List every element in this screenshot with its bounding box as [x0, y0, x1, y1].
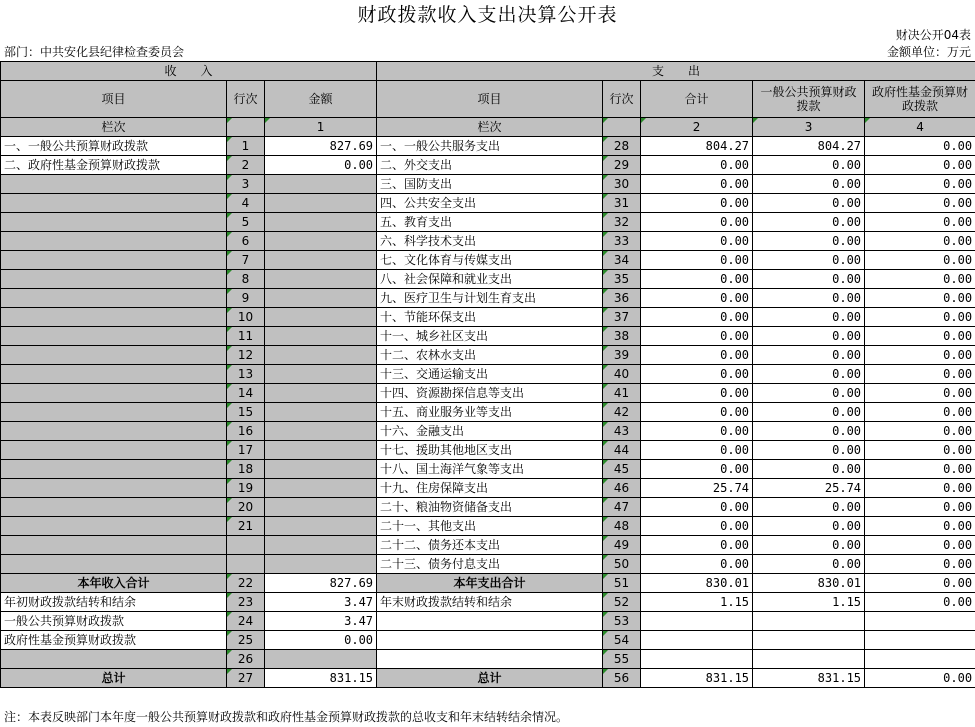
income-amount-cell — [265, 460, 377, 479]
expense-item-cell: 十八、国土海洋气象等支出 — [377, 460, 603, 479]
expense-general-budget-cell: 0.00 — [753, 308, 865, 327]
income-line-no-cell — [227, 536, 265, 555]
income-amount-cell — [265, 251, 377, 270]
table-row — [1, 574, 975, 593]
table-row — [1, 270, 975, 289]
income-line-no-cell: 14 — [227, 384, 265, 403]
table-row — [1, 650, 975, 669]
income-item-cell — [1, 403, 227, 422]
income-item-cell — [1, 308, 227, 327]
expense-general-budget-cell — [753, 631, 865, 650]
expense-total-cell: 0.00 — [641, 251, 753, 270]
expense-line-no-cell: 31 — [603, 194, 641, 213]
expense-gov-fund-cell — [865, 650, 975, 669]
expense-general-budget-cell: 830.01 — [753, 574, 865, 593]
expense-item-cell: 二十、粮油物资储备支出 — [377, 498, 603, 517]
expense-general-budget-cell: 0.00 — [753, 194, 865, 213]
expense-line-no-cell: 51 — [603, 574, 641, 593]
income-item-cell — [1, 498, 227, 517]
footnote: 注：本表反映部门本年度一般公共预算财政拨款和政府性基金预算财政拨款的总收支和年末结转结余情况。 — [4, 710, 569, 724]
income-line-no-cell — [227, 555, 265, 574]
expense-total-cell: 831.15 — [641, 669, 753, 688]
expense-general-budget-cell: 0.00 — [753, 422, 865, 441]
expense-gov-fund-cell: 0.00 — [865, 669, 975, 688]
income-item-cell — [1, 270, 227, 289]
expense-gov-fund-cell: 0.00 — [865, 555, 975, 574]
expense-total-cell: 0.00 — [641, 213, 753, 232]
income-amount-cell — [265, 175, 377, 194]
income-amount-cell — [265, 346, 377, 365]
income-line-no-cell: 26 — [227, 650, 265, 669]
table-row — [1, 536, 975, 555]
expense-item-cell: 九、医疗卫生与计划生育支出 — [377, 289, 603, 308]
income-line-no-cell: 25 — [227, 631, 265, 650]
expense-gov-fund-cell: 0.00 — [865, 479, 975, 498]
income-item-cell — [1, 346, 227, 365]
expense-line-no-cell: 50 — [603, 555, 641, 574]
income-amount-cell — [265, 498, 377, 517]
expense-line-no-cell: 55 — [603, 650, 641, 669]
expense-total-cell: 0.00 — [641, 384, 753, 403]
expense-total-cell: 0.00 — [641, 536, 753, 555]
table-row — [1, 251, 975, 270]
expense-line-no-cell: 28 — [603, 137, 641, 156]
expense-total-cell: 0.00 — [641, 422, 753, 441]
expense-line-no-cell: 33 — [603, 232, 641, 251]
expense-general-budget-header: 一般公共预算财政拨款 — [753, 81, 865, 118]
expense-total-cell: 0.00 — [641, 460, 753, 479]
expense-total-cell — [641, 631, 753, 650]
table-row — [1, 555, 975, 574]
income-line-no-cell: 2 — [227, 156, 265, 175]
expense-total-cell: 0.00 — [641, 270, 753, 289]
income-line-no-cell: 3 — [227, 175, 265, 194]
income-item-header: 项目 — [1, 81, 227, 118]
income-line-no-cell: 4 — [227, 194, 265, 213]
expense-index-3: 3 — [753, 118, 865, 137]
table-row — [1, 403, 975, 422]
expense-gov-fund-cell: 0.00 — [865, 327, 975, 346]
expense-general-budget-cell: 1.15 — [753, 593, 865, 612]
income-line-no-cell: 21 — [227, 517, 265, 536]
income-item-cell: 二、政府性基金预算财政拨款 — [1, 156, 227, 175]
expense-general-budget-cell: 25.74 — [753, 479, 865, 498]
expense-item-cell — [377, 631, 603, 650]
expense-total-cell: 0.00 — [641, 346, 753, 365]
expense-general-budget-cell: 0.00 — [753, 251, 865, 270]
expense-gov-fund-cell: 0.00 — [865, 517, 975, 536]
expense-line-no-cell: 34 — [603, 251, 641, 270]
expense-item-cell: 十五、商业服务业等支出 — [377, 403, 603, 422]
expense-item-cell: 十九、住房保障支出 — [377, 479, 603, 498]
expense-line-no-cell: 49 — [603, 536, 641, 555]
appropriation-table — [0, 61, 975, 688]
expense-general-budget-cell: 0.00 — [753, 536, 865, 555]
income-line-no-cell: 27 — [227, 669, 265, 688]
income-line-no-cell: 13 — [227, 365, 265, 384]
expense-item-header: 项目 — [377, 81, 603, 118]
expense-general-budget-cell: 0.00 — [753, 156, 865, 175]
expense-item-cell: 二、外交支出 — [377, 156, 603, 175]
expense-item-cell: 十三、交通运输支出 — [377, 365, 603, 384]
expense-general-budget-cell: 0.00 — [753, 270, 865, 289]
expense-item-cell — [377, 650, 603, 669]
income-line-no-cell: 19 — [227, 479, 265, 498]
expense-general-budget-cell: 0.00 — [753, 327, 865, 346]
expense-line-no-cell: 47 — [603, 498, 641, 517]
expense-gov-fund-cell: 0.00 — [865, 232, 975, 251]
income-item-cell: 本年收入合计 — [1, 574, 227, 593]
income-amount-cell — [265, 555, 377, 574]
table-row — [1, 498, 975, 517]
expense-gov-fund-cell: 0.00 — [865, 270, 975, 289]
expense-gov-fund-cell: 0.00 — [865, 251, 975, 270]
income-item-cell: 政府性基金预算财政拨款 — [1, 631, 227, 650]
expense-total-cell — [641, 612, 753, 631]
expense-general-budget-cell: 0.00 — [753, 555, 865, 574]
income-amount-cell — [265, 194, 377, 213]
expense-line-no-cell: 36 — [603, 289, 641, 308]
page-title: 财政拨款收入支出决算公开表 — [357, 4, 618, 26]
table-row — [1, 213, 975, 232]
table-row — [1, 460, 975, 479]
expense-line-no-cell: 42 — [603, 403, 641, 422]
expense-total-cell: 0.00 — [641, 517, 753, 536]
income-item-cell — [1, 213, 227, 232]
income-item-cell: 一般公共预算财政拨款 — [1, 612, 227, 631]
expense-section-header: 支 出 — [377, 62, 975, 81]
expense-gov-fund-cell: 0.00 — [865, 441, 975, 460]
expense-gov-fund-cell — [865, 631, 975, 650]
income-line-no-cell: 20 — [227, 498, 265, 517]
income-item-cell — [1, 441, 227, 460]
income-line-no-cell: 1 — [227, 137, 265, 156]
income-amount-cell — [265, 232, 377, 251]
income-amount-cell: 0.00 — [265, 631, 377, 650]
expense-total-cell: 0.00 — [641, 441, 753, 460]
expense-total-cell: 0.00 — [641, 289, 753, 308]
income-item-cell — [1, 365, 227, 384]
table-row — [1, 289, 975, 308]
table-row — [1, 156, 975, 175]
income-line-no-cell: 6 — [227, 232, 265, 251]
table-row — [1, 137, 975, 156]
table-row — [1, 308, 975, 327]
income-item-cell: 总计 — [1, 669, 227, 688]
table-row — [1, 384, 975, 403]
expense-item-cell: 十、节能环保支出 — [377, 308, 603, 327]
income-item-cell — [1, 232, 227, 251]
expense-gov-fund-cell: 0.00 — [865, 403, 975, 422]
expense-gov-fund-cell: 0.00 — [865, 289, 975, 308]
expense-total-cell: 25.74 — [641, 479, 753, 498]
expense-total-cell: 0.00 — [641, 175, 753, 194]
expense-line-no-cell: 30 — [603, 175, 641, 194]
income-index-1: 1 — [265, 118, 377, 137]
unit-label: 金额单位：万元 — [886, 45, 971, 59]
expense-gov-fund-cell: 0.00 — [865, 175, 975, 194]
income-amount-cell — [265, 308, 377, 327]
expense-general-budget-cell: 0.00 — [753, 365, 865, 384]
income-amount-cell — [265, 384, 377, 403]
income-amount-cell — [265, 213, 377, 232]
expense-item-cell: 四、公共安全支出 — [377, 194, 603, 213]
income-item-cell — [1, 251, 227, 270]
expense-general-budget-cell — [753, 612, 865, 631]
income-index-label: 栏次 — [1, 118, 227, 137]
expense-item-cell: 年末财政拨款结转和结余 — [377, 593, 603, 612]
expense-line-no-cell: 46 — [603, 479, 641, 498]
income-line-no-cell: 11 — [227, 327, 265, 346]
expense-item-cell: 十一、城乡社区支出 — [377, 327, 603, 346]
table-row — [1, 631, 975, 650]
expense-line-no-cell: 39 — [603, 346, 641, 365]
expense-item-cell: 十四、资源勘探信息等支出 — [377, 384, 603, 403]
expense-general-budget-cell: 0.00 — [753, 232, 865, 251]
table-row — [1, 194, 975, 213]
income-index-blank — [227, 118, 265, 137]
income-amount-cell — [265, 479, 377, 498]
expense-index-4: 4 — [865, 118, 975, 137]
expense-gov-fund-cell: 0.00 — [865, 384, 975, 403]
expense-gov-fund-cell: 0.00 — [865, 194, 975, 213]
expense-line-no-cell: 54 — [603, 631, 641, 650]
expense-general-budget-cell: 0.00 — [753, 403, 865, 422]
expense-general-budget-cell: 0.00 — [753, 384, 865, 403]
expense-gov-fund-cell — [865, 612, 975, 631]
expense-total-cell: 830.01 — [641, 574, 753, 593]
expense-line-no-cell: 52 — [603, 593, 641, 612]
expense-total-cell: 0.00 — [641, 232, 753, 251]
expense-gov-fund-header: 政府性基金预算财政拨款 — [865, 81, 975, 118]
expense-line-no-cell: 40 — [603, 365, 641, 384]
expense-gov-fund-cell: 0.00 — [865, 137, 975, 156]
expense-item-cell: 十七、援助其他地区支出 — [377, 441, 603, 460]
income-amount-cell: 3.47 — [265, 612, 377, 631]
income-item-cell — [1, 536, 227, 555]
expense-item-cell: 一、一般公共服务支出 — [377, 137, 603, 156]
income-item-cell — [1, 175, 227, 194]
income-item-cell — [1, 327, 227, 346]
income-amount-cell — [265, 650, 377, 669]
expense-general-budget-cell: 0.00 — [753, 460, 865, 479]
expense-total-cell: 0.00 — [641, 327, 753, 346]
income-line-no-cell: 23 — [227, 593, 265, 612]
table-row — [1, 441, 975, 460]
expense-item-cell — [377, 612, 603, 631]
expense-item-cell: 五、教育支出 — [377, 213, 603, 232]
expense-gov-fund-cell: 0.00 — [865, 498, 975, 517]
expense-item-cell: 十二、农林水支出 — [377, 346, 603, 365]
expense-line-no-cell: 56 — [603, 669, 641, 688]
income-item-cell — [1, 517, 227, 536]
income-line-no-cell: 12 — [227, 346, 265, 365]
expense-item-cell: 二十一、其他支出 — [377, 517, 603, 536]
income-amount-cell — [265, 270, 377, 289]
income-line-no-cell: 9 — [227, 289, 265, 308]
income-item-cell: 年初财政拨款结转和结余 — [1, 593, 227, 612]
expense-general-budget-cell: 0.00 — [753, 346, 865, 365]
expense-general-budget-cell: 831.15 — [753, 669, 865, 688]
expense-line-no-cell: 43 — [603, 422, 641, 441]
expense-line-no-cell: 37 — [603, 308, 641, 327]
expense-item-cell: 总计 — [377, 669, 603, 688]
income-item-cell — [1, 479, 227, 498]
income-line-no-cell: 7 — [227, 251, 265, 270]
expense-gov-fund-cell: 0.00 — [865, 308, 975, 327]
expense-index-label: 栏次 — [377, 118, 603, 137]
table-row — [1, 365, 975, 384]
expense-total-cell: 0.00 — [641, 555, 753, 574]
expense-line-no-cell: 44 — [603, 441, 641, 460]
expense-item-cell: 二十三、债务付息支出 — [377, 555, 603, 574]
income-amount-cell — [265, 403, 377, 422]
expense-index-blank — [603, 118, 641, 137]
income-line-no-cell: 17 — [227, 441, 265, 460]
expense-total-cell: 0.00 — [641, 308, 753, 327]
income-amount-cell: 827.69 — [265, 137, 377, 156]
expense-item-cell: 六、科学技术支出 — [377, 232, 603, 251]
expense-item-cell: 七、文化体育与传媒支出 — [377, 251, 603, 270]
expense-total-cell: 1.15 — [641, 593, 753, 612]
income-item-cell — [1, 289, 227, 308]
expense-total-header: 合计 — [641, 81, 753, 118]
income-line-no-cell: 16 — [227, 422, 265, 441]
income-amount-cell — [265, 365, 377, 384]
income-item-cell — [1, 650, 227, 669]
form-code: 财决公开04表 — [895, 28, 971, 42]
income-amount-cell — [265, 422, 377, 441]
income-amount-cell — [265, 441, 377, 460]
expense-item-cell: 本年支出合计 — [377, 574, 603, 593]
expense-line-no-cell: 53 — [603, 612, 641, 631]
expense-line-no-cell: 48 — [603, 517, 641, 536]
expense-total-cell: 0.00 — [641, 498, 753, 517]
income-line-no-cell: 8 — [227, 270, 265, 289]
expense-total-cell: 0.00 — [641, 365, 753, 384]
department-label: 部门：中共安化县纪律检查委员会 — [4, 45, 185, 59]
income-amount-cell — [265, 327, 377, 346]
table-row — [1, 422, 975, 441]
expense-item-cell: 三、国防支出 — [377, 175, 603, 194]
expense-line-no-cell: 38 — [603, 327, 641, 346]
income-section-header: 收 入 — [1, 62, 377, 81]
income-line-no-cell: 24 — [227, 612, 265, 631]
income-amount-cell: 0.00 — [265, 156, 377, 175]
expense-general-budget-cell: 0.00 — [753, 175, 865, 194]
income-line-no-cell: 5 — [227, 213, 265, 232]
expense-gov-fund-cell: 0.00 — [865, 213, 975, 232]
expense-total-cell: 0.00 — [641, 403, 753, 422]
table-row — [1, 232, 975, 251]
table-row — [1, 517, 975, 536]
expense-general-budget-cell: 0.00 — [753, 498, 865, 517]
expense-total-cell — [641, 650, 753, 669]
income-amount-header: 金额 — [265, 81, 377, 118]
table-row — [1, 175, 975, 194]
income-item-cell — [1, 422, 227, 441]
expense-index-2: 2 — [641, 118, 753, 137]
expense-gov-fund-cell: 0.00 — [865, 346, 975, 365]
expense-total-cell: 804.27 — [641, 137, 753, 156]
expense-general-budget-cell: 0.00 — [753, 289, 865, 308]
expense-line-no-cell: 45 — [603, 460, 641, 479]
expense-general-budget-cell: 0.00 — [753, 213, 865, 232]
expense-gov-fund-cell: 0.00 — [865, 574, 975, 593]
income-amount-cell: 831.15 — [265, 669, 377, 688]
expense-line-no-cell: 35 — [603, 270, 641, 289]
expense-line-no-header: 行次 — [603, 81, 641, 118]
table-row — [1, 479, 975, 498]
expense-gov-fund-cell: 0.00 — [865, 536, 975, 555]
expense-general-budget-cell: 0.00 — [753, 517, 865, 536]
expense-gov-fund-cell: 0.00 — [865, 460, 975, 479]
expense-line-no-cell: 41 — [603, 384, 641, 403]
table-row — [1, 327, 975, 346]
expense-total-cell: 0.00 — [641, 194, 753, 213]
expense-gov-fund-cell: 0.00 — [865, 593, 975, 612]
income-amount-cell — [265, 289, 377, 308]
income-item-cell: 一、一般公共预算财政拨款 — [1, 137, 227, 156]
income-line-no-cell: 15 — [227, 403, 265, 422]
income-line-no-cell: 18 — [227, 460, 265, 479]
expense-item-cell: 八、社会保障和就业支出 — [377, 270, 603, 289]
expense-general-budget-cell — [753, 650, 865, 669]
income-line-no-cell: 22 — [227, 574, 265, 593]
expense-gov-fund-cell: 0.00 — [865, 365, 975, 384]
expense-total-cell: 0.00 — [641, 156, 753, 175]
income-item-cell — [1, 460, 227, 479]
income-item-cell — [1, 384, 227, 403]
income-amount-cell — [265, 517, 377, 536]
income-amount-cell — [265, 536, 377, 555]
table-row — [1, 669, 975, 688]
table-row — [1, 593, 975, 612]
expense-gov-fund-cell: 0.00 — [865, 422, 975, 441]
expense-general-budget-cell: 0.00 — [753, 441, 865, 460]
expense-item-cell: 十六、金融支出 — [377, 422, 603, 441]
expense-item-cell: 二十二、债务还本支出 — [377, 536, 603, 555]
expense-line-no-cell: 32 — [603, 213, 641, 232]
expense-general-budget-cell: 804.27 — [753, 137, 865, 156]
income-line-no-header: 行次 — [227, 81, 265, 118]
expense-line-no-cell: 29 — [603, 156, 641, 175]
expense-gov-fund-cell: 0.00 — [865, 156, 975, 175]
income-item-cell — [1, 555, 227, 574]
income-amount-cell: 827.69 — [265, 574, 377, 593]
income-item-cell — [1, 194, 227, 213]
table-row — [1, 612, 975, 631]
income-amount-cell: 3.47 — [265, 593, 377, 612]
income-line-no-cell: 10 — [227, 308, 265, 327]
table-row — [1, 346, 975, 365]
